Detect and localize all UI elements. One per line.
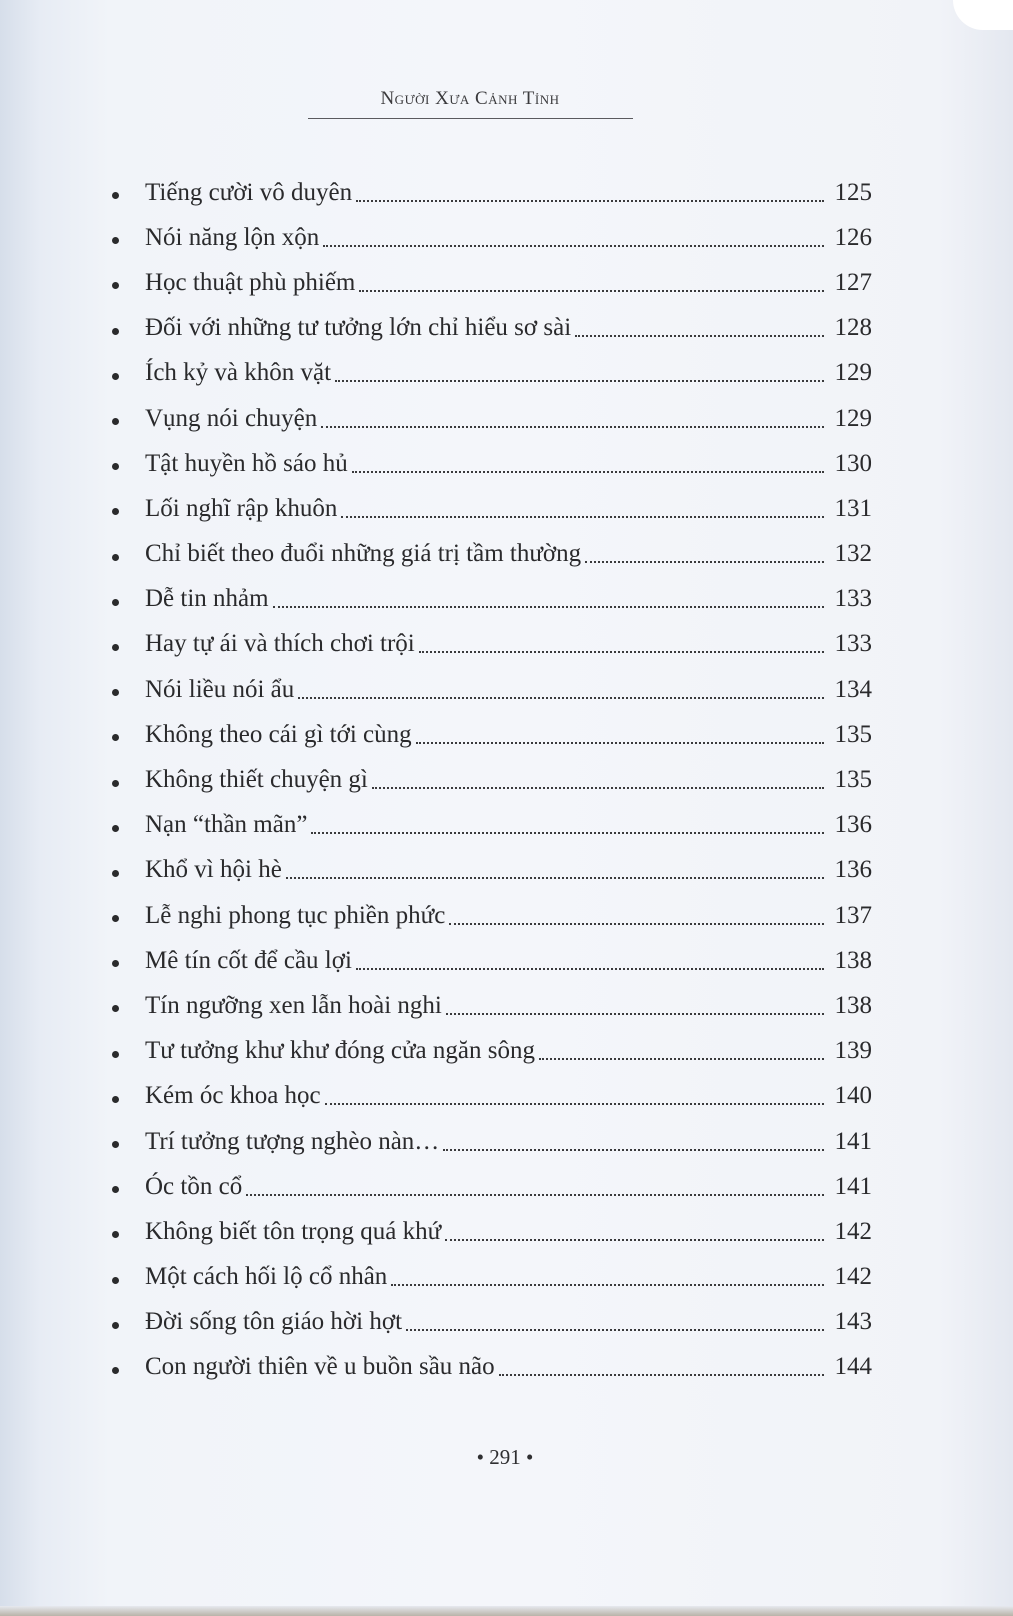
toc-entry [112, 396, 872, 441]
dot-leader [286, 877, 824, 879]
toc-entry-page: 128 [834, 314, 872, 342]
toc-entry-title: Tiếng cười vô duyên [145, 178, 353, 206]
toc-entry-page: 125 [834, 178, 872, 206]
toc-entry [112, 712, 872, 757]
toc-entry-page: 143 [834, 1308, 872, 1336]
dot-leader [419, 651, 824, 653]
toc-entry-page: 132 [834, 540, 872, 568]
bullet-icon [112, 418, 119, 425]
toc-entry-page: 139 [834, 1037, 872, 1065]
bullet-icon [112, 734, 119, 741]
toc-entry-page: 134 [834, 675, 872, 703]
bullet-icon [112, 599, 119, 606]
bullet-icon [112, 1005, 119, 1012]
toc-entry-page: 142 [834, 1263, 872, 1291]
toc-entry-page: 141 [834, 1127, 872, 1155]
dot-leader [416, 742, 824, 744]
toc-entry-title: Nạn “thần mãn” [145, 811, 308, 839]
toc-entry-page: 137 [834, 901, 872, 929]
dot-leader [499, 1374, 824, 1376]
bullet-icon [112, 870, 119, 877]
toc-entry-title: Tư tưởng khư khư đóng cửa ngăn sông [145, 1037, 535, 1065]
toc-entry [112, 938, 872, 983]
toc-entry-title: Vụng nói chuyện [145, 404, 318, 432]
toc-entry-page: 126 [834, 223, 872, 251]
dot-leader [585, 561, 824, 563]
table-of-contents [112, 170, 872, 1390]
dot-leader [406, 1329, 824, 1331]
toc-entry-title: Lối nghĩ rập khuôn [145, 494, 338, 522]
toc-entry-page: 138 [834, 991, 872, 1019]
toc-entry-title: Học thuật phù phiếm [145, 268, 356, 296]
dot-leader [539, 1058, 824, 1060]
bullet-icon [112, 915, 119, 922]
bullet-icon [112, 237, 119, 244]
dot-leader [445, 1239, 824, 1241]
toc-entry-page: 135 [834, 720, 872, 748]
toc-entry-title: Đời sống tôn giáo hời hợt [145, 1308, 403, 1336]
bullet-icon [112, 780, 119, 787]
toc-entry [112, 622, 872, 667]
toc-entry-title: Dễ tin nhảm [145, 585, 269, 613]
toc-entry [112, 306, 872, 351]
toc-entry [112, 577, 872, 622]
toc-entry [112, 1074, 872, 1119]
bullet-icon [112, 960, 119, 967]
running-head: Người Xưa Cảnh Tỉnh [380, 88, 560, 109]
bullet-icon [112, 1051, 119, 1058]
bullet-icon [112, 1277, 119, 1284]
bullet-icon [112, 463, 119, 470]
bullet-icon [112, 644, 119, 651]
dot-leader [298, 697, 824, 699]
toc-entry-title: Khổ vì hội hè [145, 856, 282, 884]
toc-entry-title: Một cách hối lộ cổ nhân [145, 1263, 388, 1291]
toc-entry-page: 129 [834, 359, 872, 387]
toc-entry [112, 441, 872, 486]
bullet-icon [112, 1186, 119, 1193]
toc-entry-page: 142 [834, 1217, 872, 1245]
toc-entry-page: 136 [834, 856, 872, 884]
toc-entry-page: 133 [834, 585, 872, 613]
dot-leader [246, 1194, 824, 1196]
dot-leader [352, 471, 824, 473]
toc-entry-title: Kém óc khoa học [145, 1082, 321, 1110]
toc-entry [112, 1255, 872, 1300]
toc-entry-page: 129 [834, 404, 872, 432]
bullet-icon [112, 1096, 119, 1103]
dot-leader [335, 380, 824, 382]
toc-entry [112, 351, 872, 396]
bullet-icon [112, 192, 119, 199]
toc-entry-page: 127 [834, 268, 872, 296]
bullet-icon [112, 1322, 119, 1329]
toc-entry-title: Tín ngưỡng xen lẫn hoài nghi [145, 991, 442, 1019]
toc-entry [112, 1300, 872, 1345]
toc-entry-title: Con người thiên về u buồn sầu não [145, 1353, 495, 1381]
bullet-icon [112, 328, 119, 335]
toc-entry [112, 260, 872, 305]
toc-entry-title: Trí tưởng tượng nghèo nàn… [145, 1127, 440, 1155]
dot-leader [356, 968, 824, 970]
header-rule [308, 118, 633, 119]
toc-entry-page: 130 [834, 449, 872, 477]
toc-entry-page: 140 [834, 1082, 872, 1110]
toc-entry-page: 141 [834, 1172, 872, 1200]
toc-entry-page: 135 [834, 766, 872, 794]
page-number: • 291 • [476, 1445, 534, 1469]
toc-entry [112, 486, 872, 531]
toc-entry-title: Lễ nghi phong tục phiền phức [145, 901, 446, 929]
dot-leader [575, 335, 824, 337]
dot-leader [273, 606, 824, 608]
toc-entry-title: Hay tự ái và thích chơi trội [145, 630, 415, 658]
toc-entry-title: Mê tín cốt để cầu lợi [145, 946, 352, 974]
bullet-icon [112, 282, 119, 289]
dot-leader [311, 832, 824, 834]
toc-entry-page: 138 [834, 946, 872, 974]
toc-entry [112, 532, 872, 577]
toc-entry-title: Ích kỷ và khôn vặt [145, 359, 332, 387]
toc-entry-title: Không biết tôn trọng quá khứ [145, 1217, 442, 1245]
dot-leader [359, 290, 824, 292]
toc-entry [112, 1029, 872, 1074]
page-corner [953, 0, 1013, 30]
toc-entry-page: 136 [834, 811, 872, 839]
toc-entry [112, 983, 872, 1028]
dot-leader [341, 516, 824, 518]
toc-entry [112, 1345, 872, 1390]
toc-entry-title: Không thiết chuyện gì [145, 766, 368, 794]
bullet-icon [112, 689, 119, 696]
toc-entry [112, 803, 872, 848]
toc-entry-page: 133 [834, 630, 872, 658]
toc-entry [112, 1209, 872, 1254]
toc-entry-title: Nói liều nói ẩu [145, 675, 295, 703]
toc-entry [112, 170, 872, 215]
dot-leader [446, 1013, 824, 1015]
toc-entry [112, 1119, 872, 1164]
dot-leader [443, 1149, 824, 1151]
toc-entry [112, 215, 872, 260]
toc-entry [112, 757, 872, 802]
toc-entry-title: Tật huyền hồ sáo hủ [145, 449, 348, 477]
bullet-icon [112, 554, 119, 561]
toc-entry [112, 667, 872, 712]
dot-leader [321, 426, 824, 428]
toc-entry-title: Đối với những tư tưởng lớn chỉ hiểu sơ sài [145, 314, 572, 342]
dot-leader [356, 200, 824, 202]
dot-leader [325, 1103, 824, 1105]
toc-entry [112, 848, 872, 893]
toc-entry-page: 131 [834, 494, 872, 522]
toc-entry [112, 1164, 872, 1209]
bullet-icon [112, 373, 119, 380]
toc-entry [112, 893, 872, 938]
toc-entry-title: Chỉ biết theo đuổi những giá trị tầm thường [145, 540, 582, 568]
dot-leader [372, 787, 824, 789]
bullet-icon [112, 825, 119, 832]
toc-entry-title: Không theo cái gì tới cùng [145, 720, 412, 748]
toc-entry-title: Nói năng lộn xộn [145, 223, 320, 251]
page-bottom-edge [0, 1606, 1013, 1616]
toc-entry-page: 144 [834, 1353, 872, 1381]
bullet-icon [112, 1231, 119, 1238]
dot-leader [323, 245, 824, 247]
bullet-icon [112, 508, 119, 515]
toc-entry-title: Óc tồn cổ [145, 1172, 243, 1200]
bullet-icon [112, 1367, 119, 1374]
bullet-icon [112, 1141, 119, 1148]
dot-leader [449, 923, 824, 925]
dot-leader [391, 1284, 824, 1286]
